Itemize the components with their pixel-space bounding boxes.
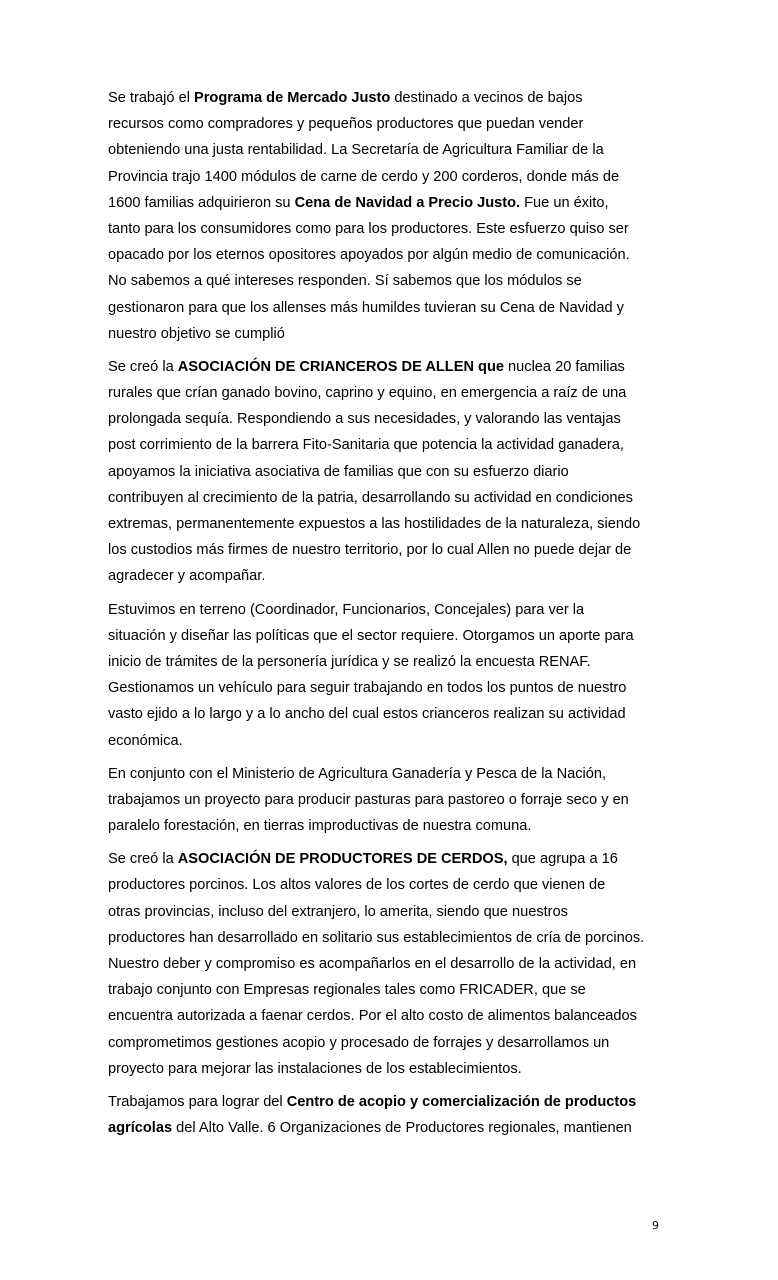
text-line	[108, 137, 670, 163]
text-run: apoyamos la iniciativa asociativa de familias que con su esfuerzo diario	[108, 463, 569, 480]
text-run: nuclea 20 familias	[503, 358, 625, 375]
text-line	[108, 1030, 670, 1056]
text-run: destinado a vecinos de bajos	[390, 90, 583, 106]
text-run: No sabemos a qué intereses responden. Sí sabemos que los módulos se	[108, 273, 582, 290]
text-run: económica.	[108, 732, 183, 749]
text-run: Fue un éxito,	[520, 194, 609, 211]
text-line	[108, 268, 670, 294]
text-run: trabajo conjunto con Empresas regionales tales como FRICADER, que se	[108, 982, 586, 999]
text-run: encuentra autorizada a faenar cerdos. Por el alto costo de alimentos balanceados	[108, 1008, 637, 1025]
text-run: Estuvimos en terreno (Coordinador, Funcionarios, Concejales) para ver la	[108, 601, 585, 618]
text-run: gestionaron para que los allenses más humildes tuvieran su Cena de Navidad y	[108, 299, 624, 316]
bold-text: ASOCIACIÓN DE PRODUCTORES DE CERDOS,	[177, 851, 508, 868]
text-run: tanto para los consumidores como para los productores. Este esfuerzo quiso ser	[108, 220, 629, 237]
text-run: prolongada sequía. Respondiendo a sus necesidades, y valorando las ventajas	[108, 411, 621, 428]
paragraph	[108, 597, 670, 754]
text-line	[108, 1003, 670, 1029]
text-run: otras provincias, incluso del extranjero, lo amerita, siendo que nuestros	[108, 903, 568, 920]
bold-text: Centro de acopio y comercialización de productos	[286, 1093, 637, 1110]
text-line	[108, 321, 670, 347]
text-line	[108, 977, 670, 1003]
text-line	[108, 406, 670, 432]
text-run: proyecto para mejorar las instalaciones de los establecimientos.	[108, 1060, 522, 1077]
text-line	[108, 1115, 670, 1141]
text-line	[108, 951, 670, 977]
text-run: vasto ejido a lo largo y a lo ancho del cual estos crianceros realizan su actividad	[108, 706, 626, 723]
text-run: del Alto Valle. 6 Organizaciones de Productores regionales, mantienen	[172, 1120, 632, 1137]
text-run: Trabajamos para lograr del	[108, 1093, 287, 1110]
text-line	[108, 597, 670, 623]
bold-text: Cena de Navidad a Precio Justo.	[294, 194, 521, 211]
text-run: extremas, permanentemente expuestos a las hostilidades de la naturaleza, siendo	[108, 516, 641, 532]
page-number: 9	[652, 1219, 659, 1232]
text-line	[108, 380, 670, 406]
text-run: nuestro objetivo se cumplió	[108, 325, 285, 342]
text-run: contribuyen al crecimiento de la patria, desarrollando su actividad en condiciones	[108, 489, 633, 506]
text-line	[108, 1089, 670, 1115]
paragraph	[108, 1089, 670, 1141]
text-run: En conjunto con el Ministerio de Agricultura Ganadería y Pesca de la Nación,	[108, 765, 607, 782]
text-line	[108, 511, 670, 537]
text-line	[108, 216, 670, 242]
text-run: agradecer y acompañar.	[108, 568, 266, 585]
text-run: Nuestro deber y compromiso es acompañarlos en el desarrollo de la actividad, en	[108, 956, 637, 972]
text-line	[108, 459, 670, 485]
text-run: los custodios más firmes de nuestro territorio, por lo cual Allen no puede dejar de	[108, 542, 632, 559]
text-run: Se trabajó el	[108, 90, 194, 106]
text-line	[108, 925, 670, 951]
text-line	[108, 728, 670, 754]
text-run: obteniendo una justa rentabilidad. La Secretaría de Agricultura Familiar de la	[108, 142, 604, 159]
text-line	[108, 164, 670, 190]
text-run: trabajamos un proyecto para producir pasturas para pastoreo o forraje seco y en	[108, 791, 629, 808]
text-run: 1600 familias adquirieron su	[108, 194, 295, 211]
text-line	[108, 485, 670, 511]
text-line	[108, 563, 670, 589]
text-line	[108, 242, 670, 268]
paragraph	[108, 85, 670, 347]
body-text	[108, 85, 670, 1148]
text-run: situación y diseñar las políticas que el sector requiere. Otorgamos un aporte para	[108, 627, 634, 644]
paragraph	[108, 846, 670, 1082]
text-run: Se creó la	[108, 358, 178, 375]
text-run: inicio de trámites de la personería jurídica y se realizó la encuesta RENAF.	[108, 653, 591, 670]
text-run: Provincia trajo 1400 módulos de carne de cerdo y 200 corderos, donde más de	[108, 168, 620, 185]
text-line	[108, 787, 670, 813]
text-run: productores han desarrollado en solitario sus establecimientos de cría de porcinos.	[108, 929, 645, 946]
text-line	[108, 190, 670, 216]
paragraph	[108, 761, 670, 840]
paragraph	[108, 354, 670, 590]
text-line	[108, 701, 670, 727]
text-line	[108, 623, 670, 649]
text-run: productores porcinos. Los altos valores de los cortes de cerdo que vienen de	[108, 877, 606, 894]
text-line	[108, 432, 670, 458]
text-line	[108, 761, 670, 787]
text-line	[108, 537, 670, 563]
text-run: recursos como compradores y pequeños productores que puedan vender	[108, 116, 584, 133]
text-run: rurales que crían ganado bovino, caprino y equino, en emergencia a raíz de una	[108, 385, 627, 402]
text-line	[108, 1056, 670, 1082]
bold-text: agrícolas	[108, 1120, 173, 1137]
text-run: que agrupa a 16	[507, 851, 618, 868]
bold-text: ASOCIACIÓN DE CRIANCEROS DE ALLEN que	[177, 358, 504, 375]
text-line	[108, 649, 670, 675]
text-line	[108, 872, 670, 898]
text-run: opacado por los eternos opositores apoyados por algún medio de comunicación.	[108, 247, 630, 264]
text-line	[108, 675, 670, 701]
text-line	[108, 85, 670, 111]
bold-text: Programa de Mercado Justo	[194, 90, 391, 106]
text-run: Se creó la	[108, 851, 178, 868]
text-line	[108, 295, 670, 321]
text-line	[108, 813, 670, 839]
text-line	[108, 899, 670, 925]
text-run: Gestionamos un vehículo para seguir trabajando en todos los puntos de nuestro	[108, 680, 627, 697]
text-line	[108, 354, 670, 380]
text-run: paralelo forestación, en tierras improductivas de nuestra comuna.	[108, 818, 532, 835]
text-line	[108, 111, 670, 137]
text-line	[108, 846, 670, 872]
text-run: comprometimos gestiones acopio y procesado de forrajes y desarrollamos un	[108, 1034, 610, 1051]
text-run: post corrimiento de la barrera Fito-Sanitaria que potencia la actividad ganadera,	[108, 437, 624, 454]
